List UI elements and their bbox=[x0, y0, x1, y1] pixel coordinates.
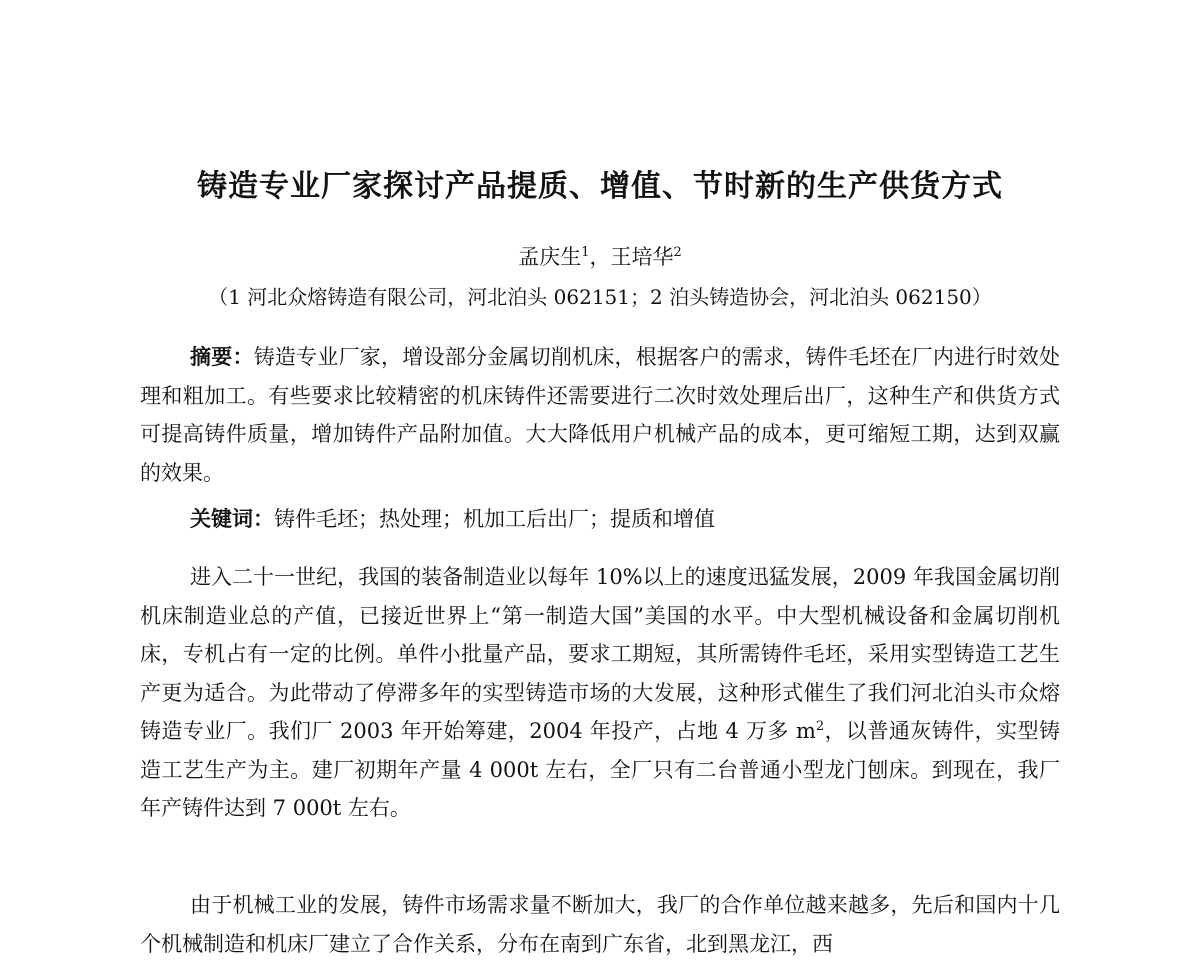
author-2-affil-mark: 2 bbox=[673, 245, 682, 260]
intro-text-part2: ，以普通灰铸件，实型铸造工艺生产为主。建厂初期年产量 4 000t 左右，全厂只有二台普通小型龙门刨床。到现在，我厂年产铸件达到 7 000t 左右。 bbox=[140, 719, 1060, 820]
affiliation: （1 河北众熔铸造有限公司，河北泊头 062151；2 泊头铸造协会，河北泊头 062150） bbox=[208, 285, 992, 309]
intro-text-part1: 进入二十一世纪，我国的装备制造业以每年 10%以上的速度迅猛发展，2009 年我国金属切削机床制造业总的产值，已接近世界上“第一制造大国”美国的水平。中大型机械设备和金属切削机床，专机占有一定的比例。单件小批量产品，要求工期短，其所需铸件毛坯，采用实型铸造工艺生产更为适合。为此带动了停滞多年的实型铸造市场的大发展，这种形式催生了我们河北泊头市众熔铸造专业厂。我们厂 2003 年开始筹建，2004 年投产，占地 4 万多 m bbox=[140, 565, 1060, 743]
keywords-text: 铸件毛坯；热处理；机加工后出厂；提质和增值 bbox=[274, 507, 715, 531]
keywords bbox=[140, 500, 1060, 539]
paper-title: 铸造专业厂家探讨产品提质、增值、节时新的生产供货方式 bbox=[197, 169, 1003, 204]
abstract-text: 铸造专业厂家，增设部分金属切削机床，根据客户的需求，铸件毛坯在厂内进行时效处理和粗加工。有些要求比较精密的机床铸件还需要进行二次时效处理后出厂，这种生产和供货方式可提高铸件质量，增加铸件产品附加值。大大降低用户机械产品的成本，更可缩短工期，达到双赢的效果。 bbox=[140, 345, 1061, 485]
author-line bbox=[0, 242, 1200, 272]
abstract-label: 摘要： bbox=[190, 345, 254, 369]
body-paragraph-2 bbox=[140, 886, 1060, 963]
intro-paragraph bbox=[140, 558, 1060, 828]
abstract bbox=[140, 338, 1060, 492]
author-separator: ， bbox=[589, 245, 611, 269]
keywords-label: 关键词： bbox=[190, 507, 274, 531]
author-2: 王培华 bbox=[610, 245, 674, 269]
paragraph-2-text: 由于机械工业的发展，铸件市场需求量不断加大，我厂的合作单位越来越多，先后和国内十几个机械制造和机床厂建立了合作关系，分布在南到广东省，北到黑龙江，西 bbox=[140, 893, 1060, 956]
author-1: 孟庆生 bbox=[518, 245, 582, 269]
area-unit-superscript: 2 bbox=[815, 719, 825, 734]
author-1-affil-mark: 1 bbox=[581, 245, 590, 260]
